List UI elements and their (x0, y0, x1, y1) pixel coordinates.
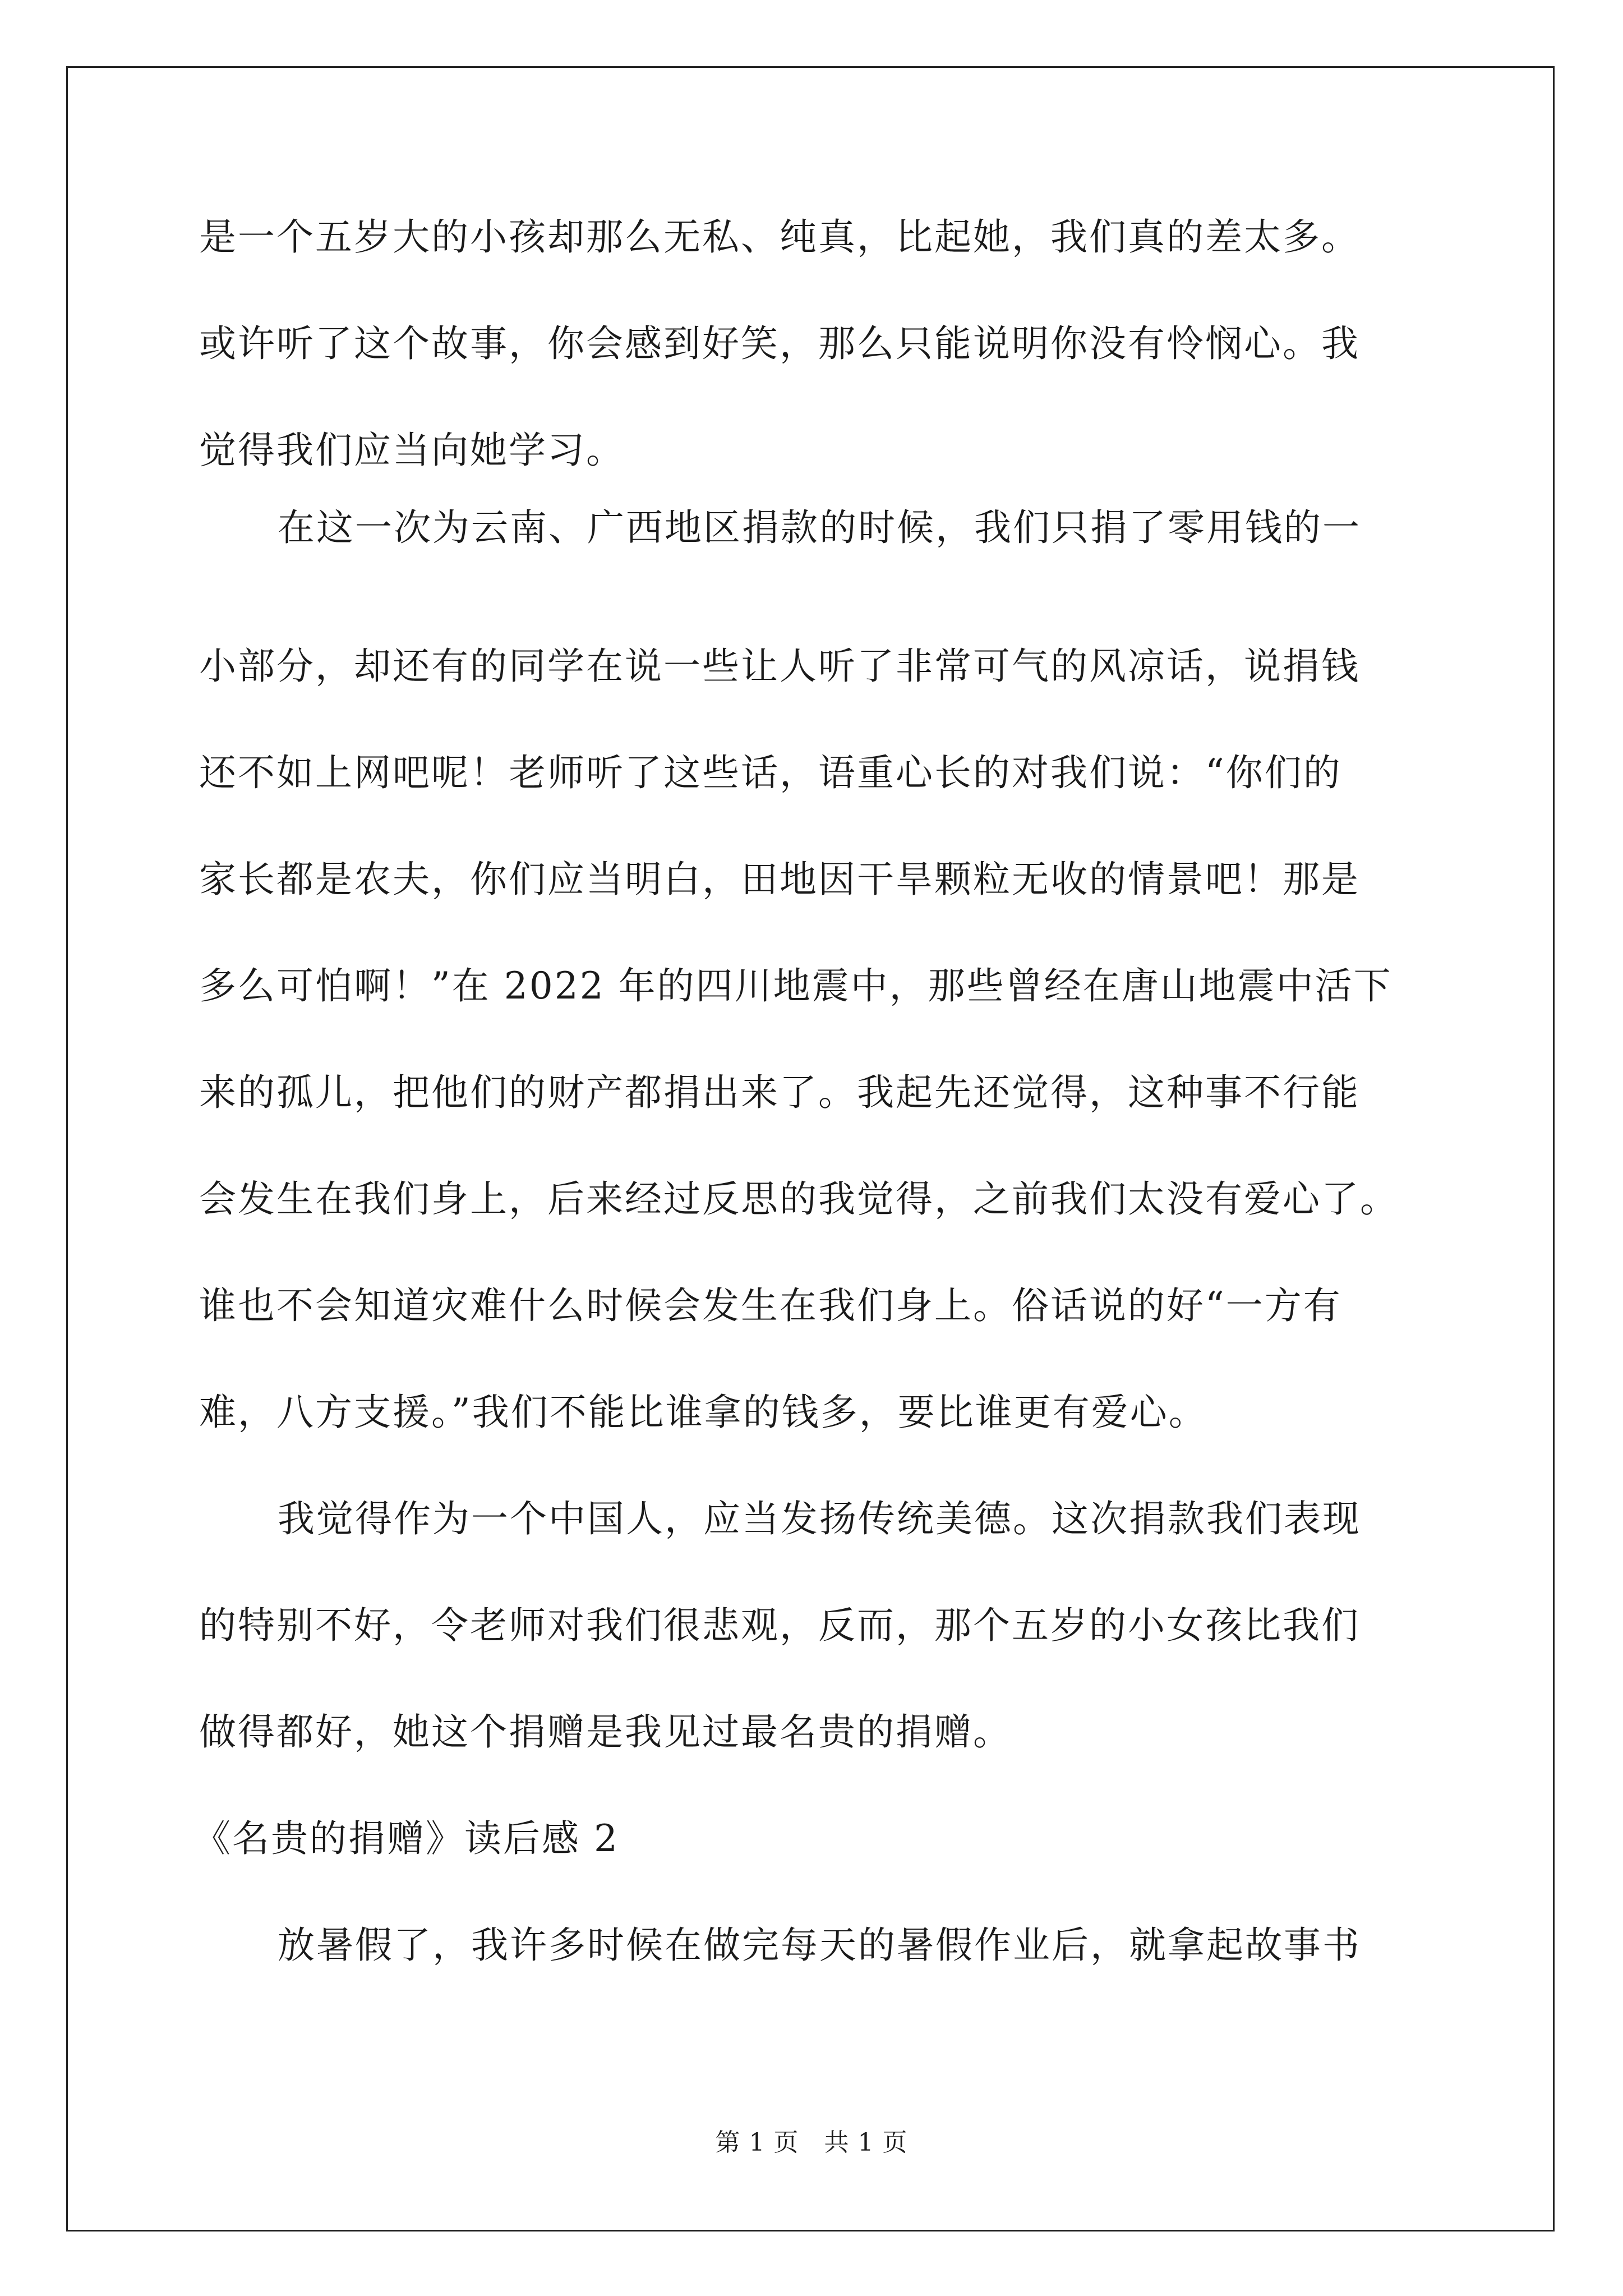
text-line: 我觉得作为一个中国人，应当发扬传统美德。这次捐款我们表现 (278, 1497, 1361, 1540)
text-line: 或许听了这个故事，你会感到好笑，那么只能说明你没有怜悯心。我 (199, 322, 1360, 365)
text-line: 难，八方支援。”我们不能比谁拿的钱多，要比谁更有爱心。 (199, 1391, 1207, 1434)
text-line: 觉得我们应当向她学习。 (199, 429, 625, 472)
text-line: 多么可怕啊！”在 2022 年的四川地震中，那些曾经在唐山地震中活下 (199, 964, 1393, 1007)
text-line: 的特别不好，令老师对我们很悲观，反而，那个五岁的小女孩比我们 (199, 1604, 1360, 1647)
text-line: 家长都是农夫，你们应当明白，田地因干旱颗粒无收的情景吧！那是 (199, 858, 1360, 901)
text-line: 放暑假了，我许多时候在做完每天的暑假作业后，就拿起故事书 (278, 1924, 1361, 1967)
text-line: 还不如上网吧呢！老师听了这些话，语重心长的对我们说：“你们的 (199, 751, 1342, 794)
page-footer: 第 1 页 共 1 页 (715, 2128, 908, 2157)
text-line: 小部分，却还有的同学在说一些让人听了非常可气的风凉话，说捐钱 (199, 645, 1360, 688)
text-line: 做得都好，她这个捐赠是我见过最名贵的捐赠。 (199, 1710, 1012, 1754)
text-line: 来的孤儿，把他们的财产都捐出来了。我起先还觉得，这种事不行能 (199, 1071, 1360, 1114)
page-border (66, 66, 1555, 2231)
section-heading: 《名贵的捐赠》读后感 2 (193, 1817, 619, 1860)
text-line: 是一个五岁大的小孩却那么无私、纯真，比起她，我们真的差太多。 (199, 215, 1360, 259)
text-line: 会发生在我们身上，后来经过反思的我觉得，之前我们太没有爱心了。 (199, 1177, 1399, 1221)
text-line: 谁也不会知道灾难什么时候会发生在我们身上。俗话说的好“一方有 (199, 1284, 1342, 1327)
text-line: 在这一次为云南、广西地区捐款的时候，我们只捐了零用钱的一 (278, 506, 1361, 549)
